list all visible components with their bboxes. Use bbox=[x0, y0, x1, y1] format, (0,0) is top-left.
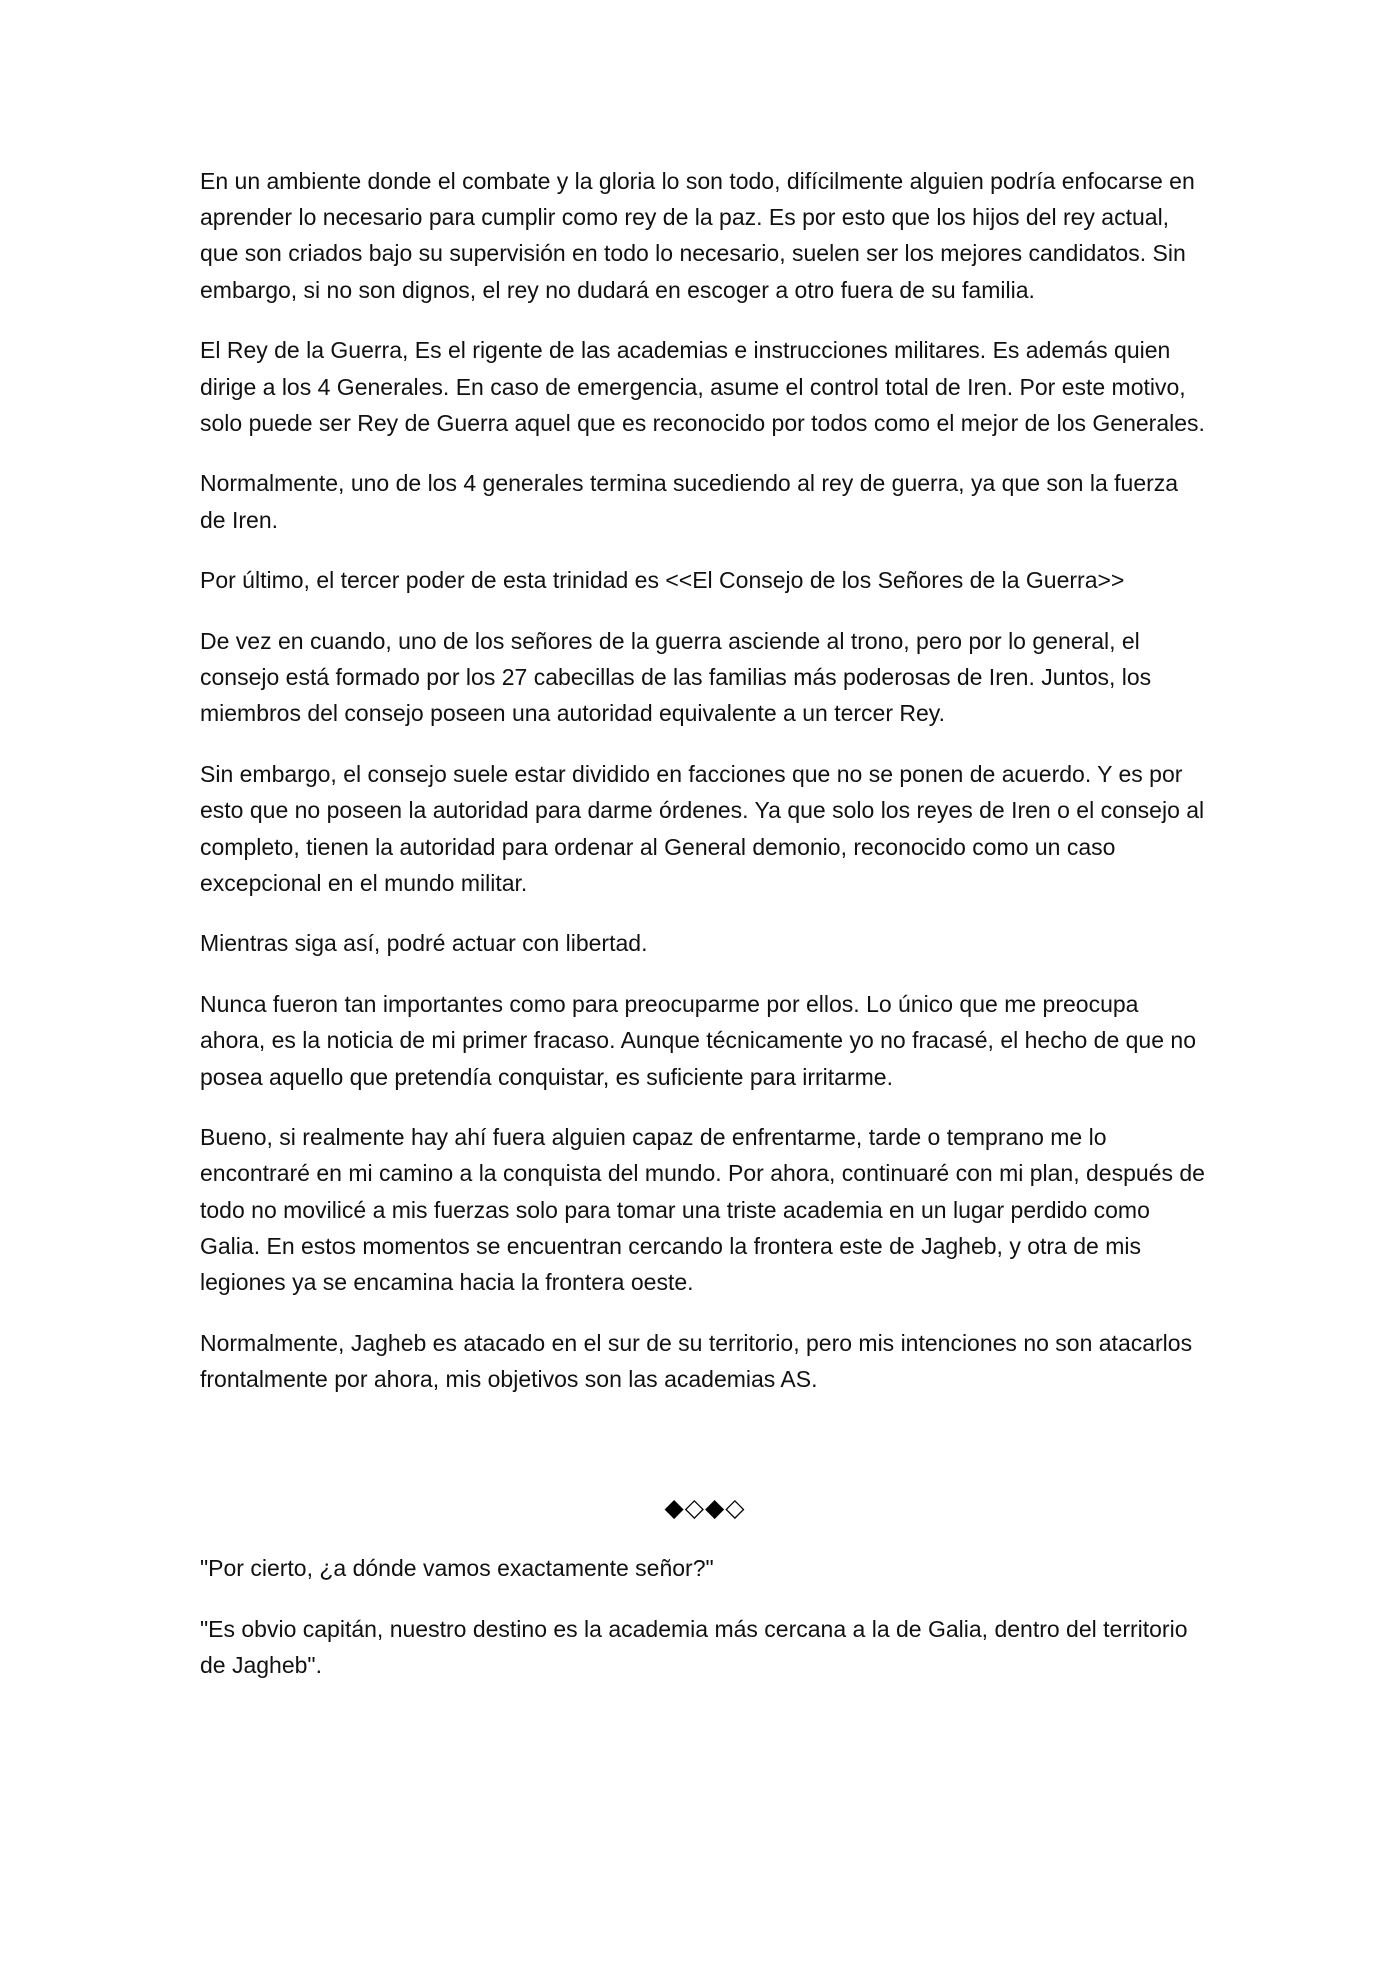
paragraph: Bueno, si realmente hay ahí fuera alguien capaz de enfrentarme, tarde o temprano me lo encontraré en mi camino a la conquista del mundo. Por ahora, continuaré con mi plan, después de todo no movilicé a mis fuerzas solo para tomar una triste academia en un lugar perdido como Galia. En estos momentos se encuentran cercando la frontera este de Jagheb, y otra de mis legiones ya se encamina hacia la frontera oeste. bbox=[200, 1124, 1205, 1296]
section-spacer bbox=[200, 1422, 1210, 1490]
dialogue-line: "Es obvio capitán, nuestro destino es la academia más cercana a la de Galia, dentro del territorio de Jagheb". bbox=[200, 1616, 1188, 1679]
section-separator: ◆◇◆◇ bbox=[664, 1492, 746, 1522]
paragraph: Mientras siga así, podré actuar con libertad. bbox=[200, 930, 648, 957]
paragraph: Normalmente, uno de los 4 generales termina sucediendo al rey de guerra, ya que son la fuerza de Iren. bbox=[200, 470, 1179, 533]
paragraph: Por último, el tercer poder de esta trinidad es <<El Consejo de los Señores de la Guerra>> bbox=[200, 567, 1125, 594]
paragraph: El Rey de la Guerra, Es el rigente de las academias e instrucciones militares. Es además quien dirige a los 4 Generales. En caso de emergencia, asume el control total de Iren. Por este motivo, solo puede ser Rey de Guerra aquel que es reconocido por todos como el mejor de los Generales. bbox=[200, 337, 1205, 436]
dialogue-line: "Por cierto, ¿a dónde vamos exactamente señor?" bbox=[200, 1555, 714, 1582]
paragraph: Sin embargo, el consejo suele estar dividido en facciones que no se ponen de acuerdo. Y es por esto que no poseen la autoridad para darme órdenes. Ya que solo los reyes de Iren o el consejo al completo, tienen la autoridad para ordenar al General demonio, reconocido como un caso excepcional en el mundo militar. bbox=[200, 761, 1205, 896]
paragraph: De vez en cuando, uno de los señores de la guerra asciende al trono, pero por lo general, el consejo está formado por los 27 cabecillas de las familias más poderosas de Iren. Juntos, los miembros del consejo poseen una autoridad equivalente a un tercer Rey. bbox=[200, 628, 1152, 727]
paragraph: Nunca fueron tan importantes como para preocuparme por ellos. Lo único que me preocupa ahora, es la noticia de mi primer fracaso. Aunque técnicamente yo no fracasé, el hecho de que no posea aquello que pretendía conquistar, es suficiente para irritarme. bbox=[200, 991, 1196, 1090]
paragraph: Normalmente, Jagheb es atacado en el sur de su territorio, pero mis intenciones no son atacarlos frontalmente por ahora, mis objetivos son las academias AS. bbox=[200, 1329, 1193, 1392]
paragraph: En un ambiente donde el combate y la gloria lo son todo, difícilmente alguien podría enfocarse en aprender lo necesario para cumplir como rey de la paz. Es por esto que los hijos del rey actual, que son criados bajo su supervisión en todo lo necesario, suelen ser los mejores candidatos. Sin embargo, si no son dignos, el rey no dudará en escoger a otro fuera de su familia. bbox=[200, 168, 1195, 303]
document-body bbox=[200, 163, 1210, 1708]
